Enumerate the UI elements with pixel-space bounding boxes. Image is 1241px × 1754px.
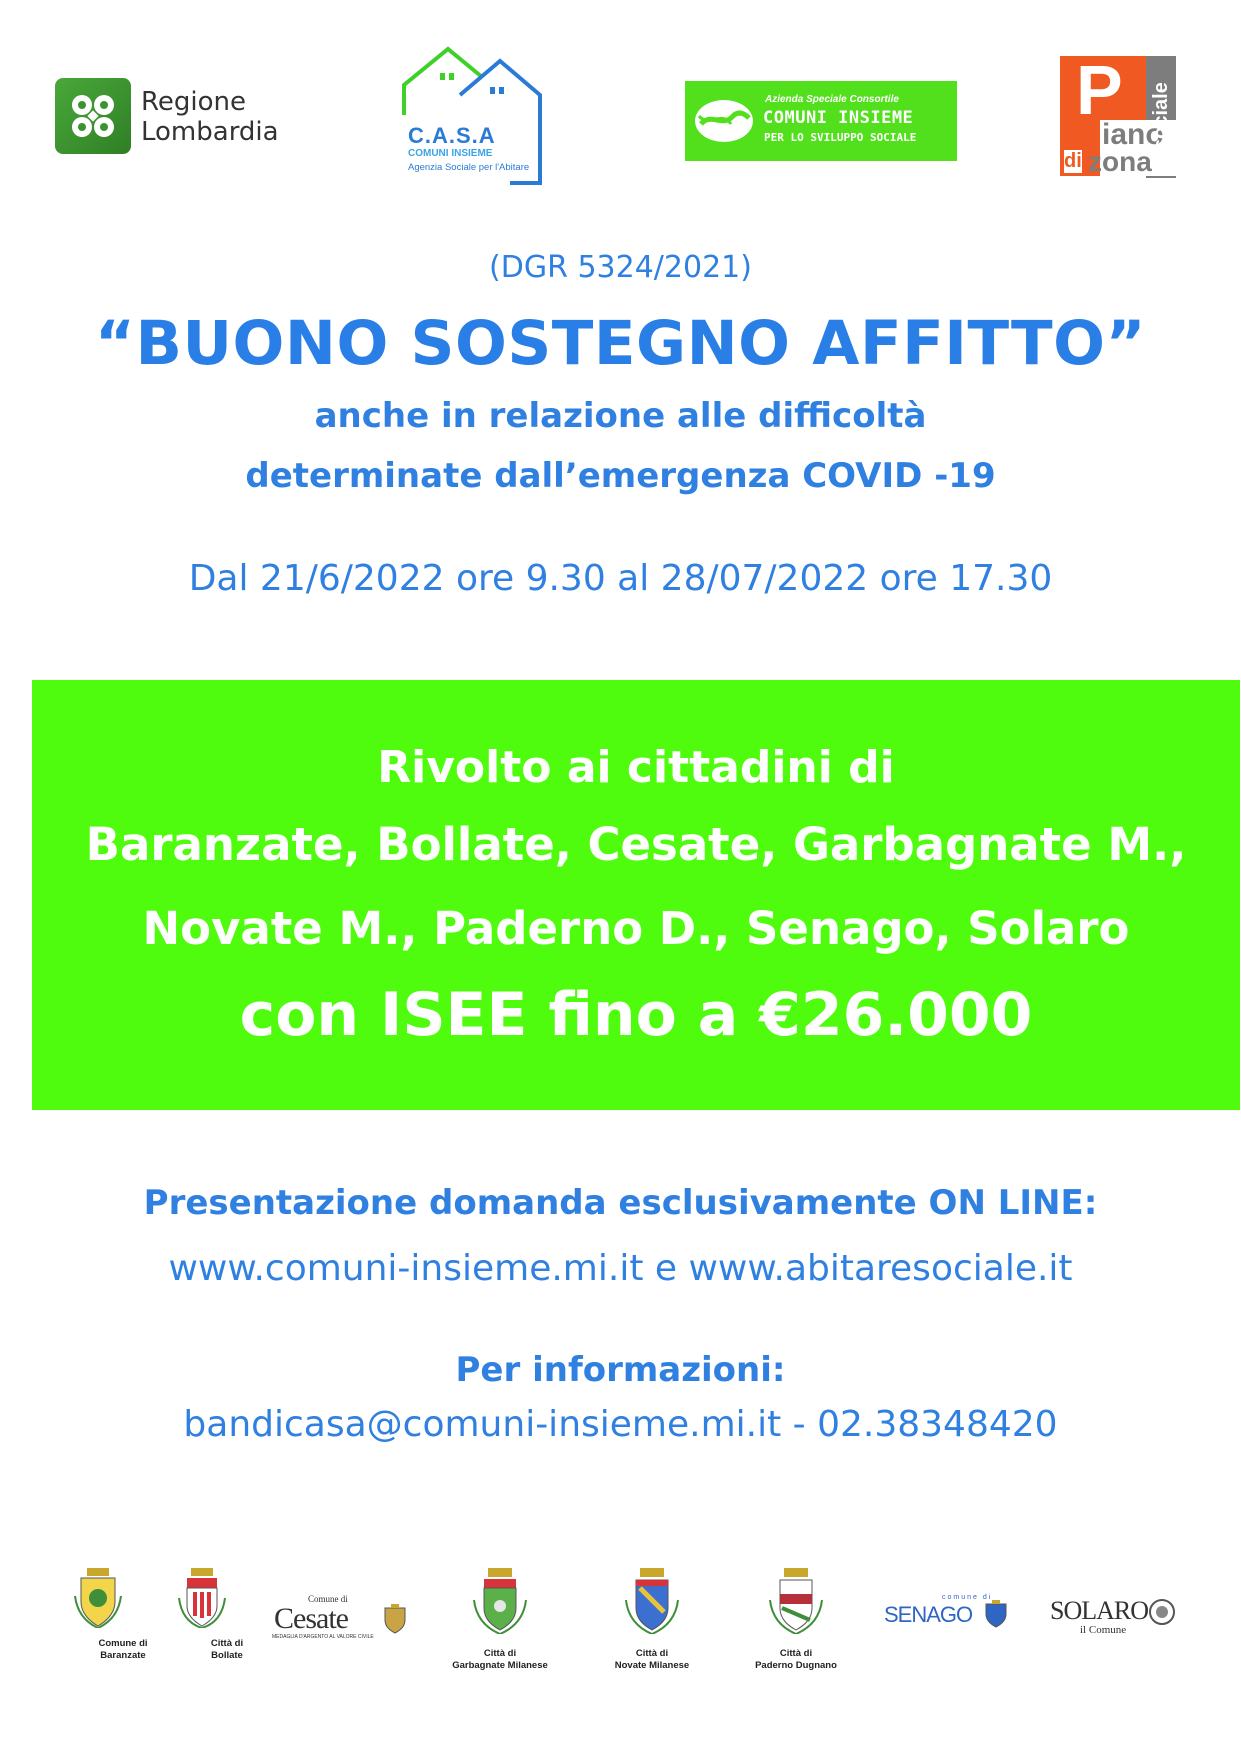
comuni-insieme-logo	[685, 81, 957, 161]
regione-line2: Lombardia	[141, 117, 279, 147]
cesate-logo	[272, 1594, 412, 1640]
senago-word: SENAGO	[884, 1602, 973, 1627]
paderno-caption-1: Città di	[779, 1648, 813, 1659]
solaro-seal-icon	[1148, 1598, 1176, 1626]
garbagnate-caption-2: Garbagnate Milanese	[452, 1660, 548, 1671]
baranzate-crest	[73, 1568, 148, 1661]
baranzate-caption-2: Baranzate	[100, 1650, 146, 1661]
subtitle-line1: anche in relazione alle difficoltà	[314, 396, 927, 436]
garbagnate-caption-1: Città di	[483, 1648, 517, 1659]
solaro-logo	[1050, 1596, 1180, 1642]
page-title: “BUONO SOSTEGNO AFFITTO”	[94, 308, 1147, 379]
novate-caption-2: Novate Milanese	[614, 1660, 690, 1671]
cesate-tag: MEDAGLIA D'ARGENTO AL VALORE CIVILE	[272, 1634, 374, 1640]
casa-title: C.A.S.A	[408, 123, 496, 148]
solaro-sub: il Comune	[1080, 1624, 1127, 1636]
bollate-caption-1: Città di	[210, 1638, 244, 1649]
ci-line2: COMUNI INSIEME	[763, 108, 914, 128]
novate-crest	[614, 1568, 690, 1671]
novate-caption-1: Città di	[635, 1648, 669, 1659]
dgr-reference: (DGR 5324/2021)	[489, 250, 752, 285]
bollate-shield-icon	[177, 1568, 227, 1628]
paderno-shield-icon	[768, 1568, 824, 1634]
cesate-word: Cesate	[274, 1602, 348, 1635]
solaro-word: SOLARO	[1050, 1596, 1149, 1625]
bollate-caption-2: Bollate	[211, 1650, 243, 1661]
novate-shield-icon	[624, 1568, 680, 1634]
garbagnate-shield-icon	[472, 1568, 528, 1634]
isee-threshold: con ISEE fino a €26.000	[239, 980, 1033, 1050]
cesate-shield-icon	[382, 1604, 408, 1634]
casa-logo	[400, 45, 580, 185]
ci-line1: Azienda Speciale Consortile	[765, 94, 899, 105]
pdz-sociale: sociale	[1150, 82, 1172, 150]
regione-lombardia-rose-icon	[55, 78, 131, 154]
casa-line3: Agenzia Sociale per l'Abitare	[408, 162, 530, 173]
pdz-di: di	[1064, 150, 1082, 172]
baranzate-shield-icon	[73, 1568, 123, 1628]
paderno-caption-2: Paderno Dugnano	[755, 1660, 837, 1671]
apply-websites[interactable]: www.comuni-insieme.mi.it e www.abitaresociale.it	[168, 1248, 1073, 1289]
eligibility-line1: Rivolto ai cittadini di	[377, 742, 895, 793]
apply-heading: Presentazione domanda esclusivamente ON LINE:	[143, 1183, 1098, 1223]
senago-shield-icon	[984, 1600, 1008, 1628]
bollate-crest	[177, 1568, 244, 1661]
application-dates: Dal 21/6/2022 ore 9.30 al 28/07/2022 ore 17.30	[188, 558, 1053, 599]
subtitle-line2: determinate dall’emergenza COVID -19	[245, 456, 996, 496]
cesate-small: Comune di	[308, 1594, 348, 1604]
baranzate-caption-1: Comune di	[98, 1638, 148, 1649]
handshake-icon	[693, 98, 755, 144]
eligibility-line2: Baranzate, Bollate, Cesate, Garbagnate M.,	[85, 818, 1187, 871]
info-contact[interactable]: bandicasa@comuni-insieme.mi.it - 02.38348420	[183, 1404, 1058, 1445]
piano-di-zona-logo	[1060, 51, 1180, 178]
garbagnate-crest	[452, 1568, 548, 1671]
ci-line3: PER LO SVILUPPO SOCIALE	[764, 131, 917, 144]
regione-line1: Regione	[141, 87, 247, 117]
senago-logo	[884, 1596, 1014, 1636]
info-heading: Per informazioni:	[455, 1350, 786, 1390]
pdz-iano: iano	[1102, 118, 1164, 151]
senago-small: comune di	[942, 1594, 993, 1601]
regione-lombardia-logo	[55, 78, 315, 156]
pdz-p: P	[1076, 51, 1123, 129]
eligibility-line3: Novate M., Paderno D., Senago, Solaro	[142, 902, 1130, 955]
paderno-crest	[755, 1568, 837, 1671]
eligibility-band	[32, 680, 1240, 1110]
pdz-zona: zona	[1088, 146, 1152, 177]
casa-line2: COMUNI INSIEME	[408, 148, 493, 159]
